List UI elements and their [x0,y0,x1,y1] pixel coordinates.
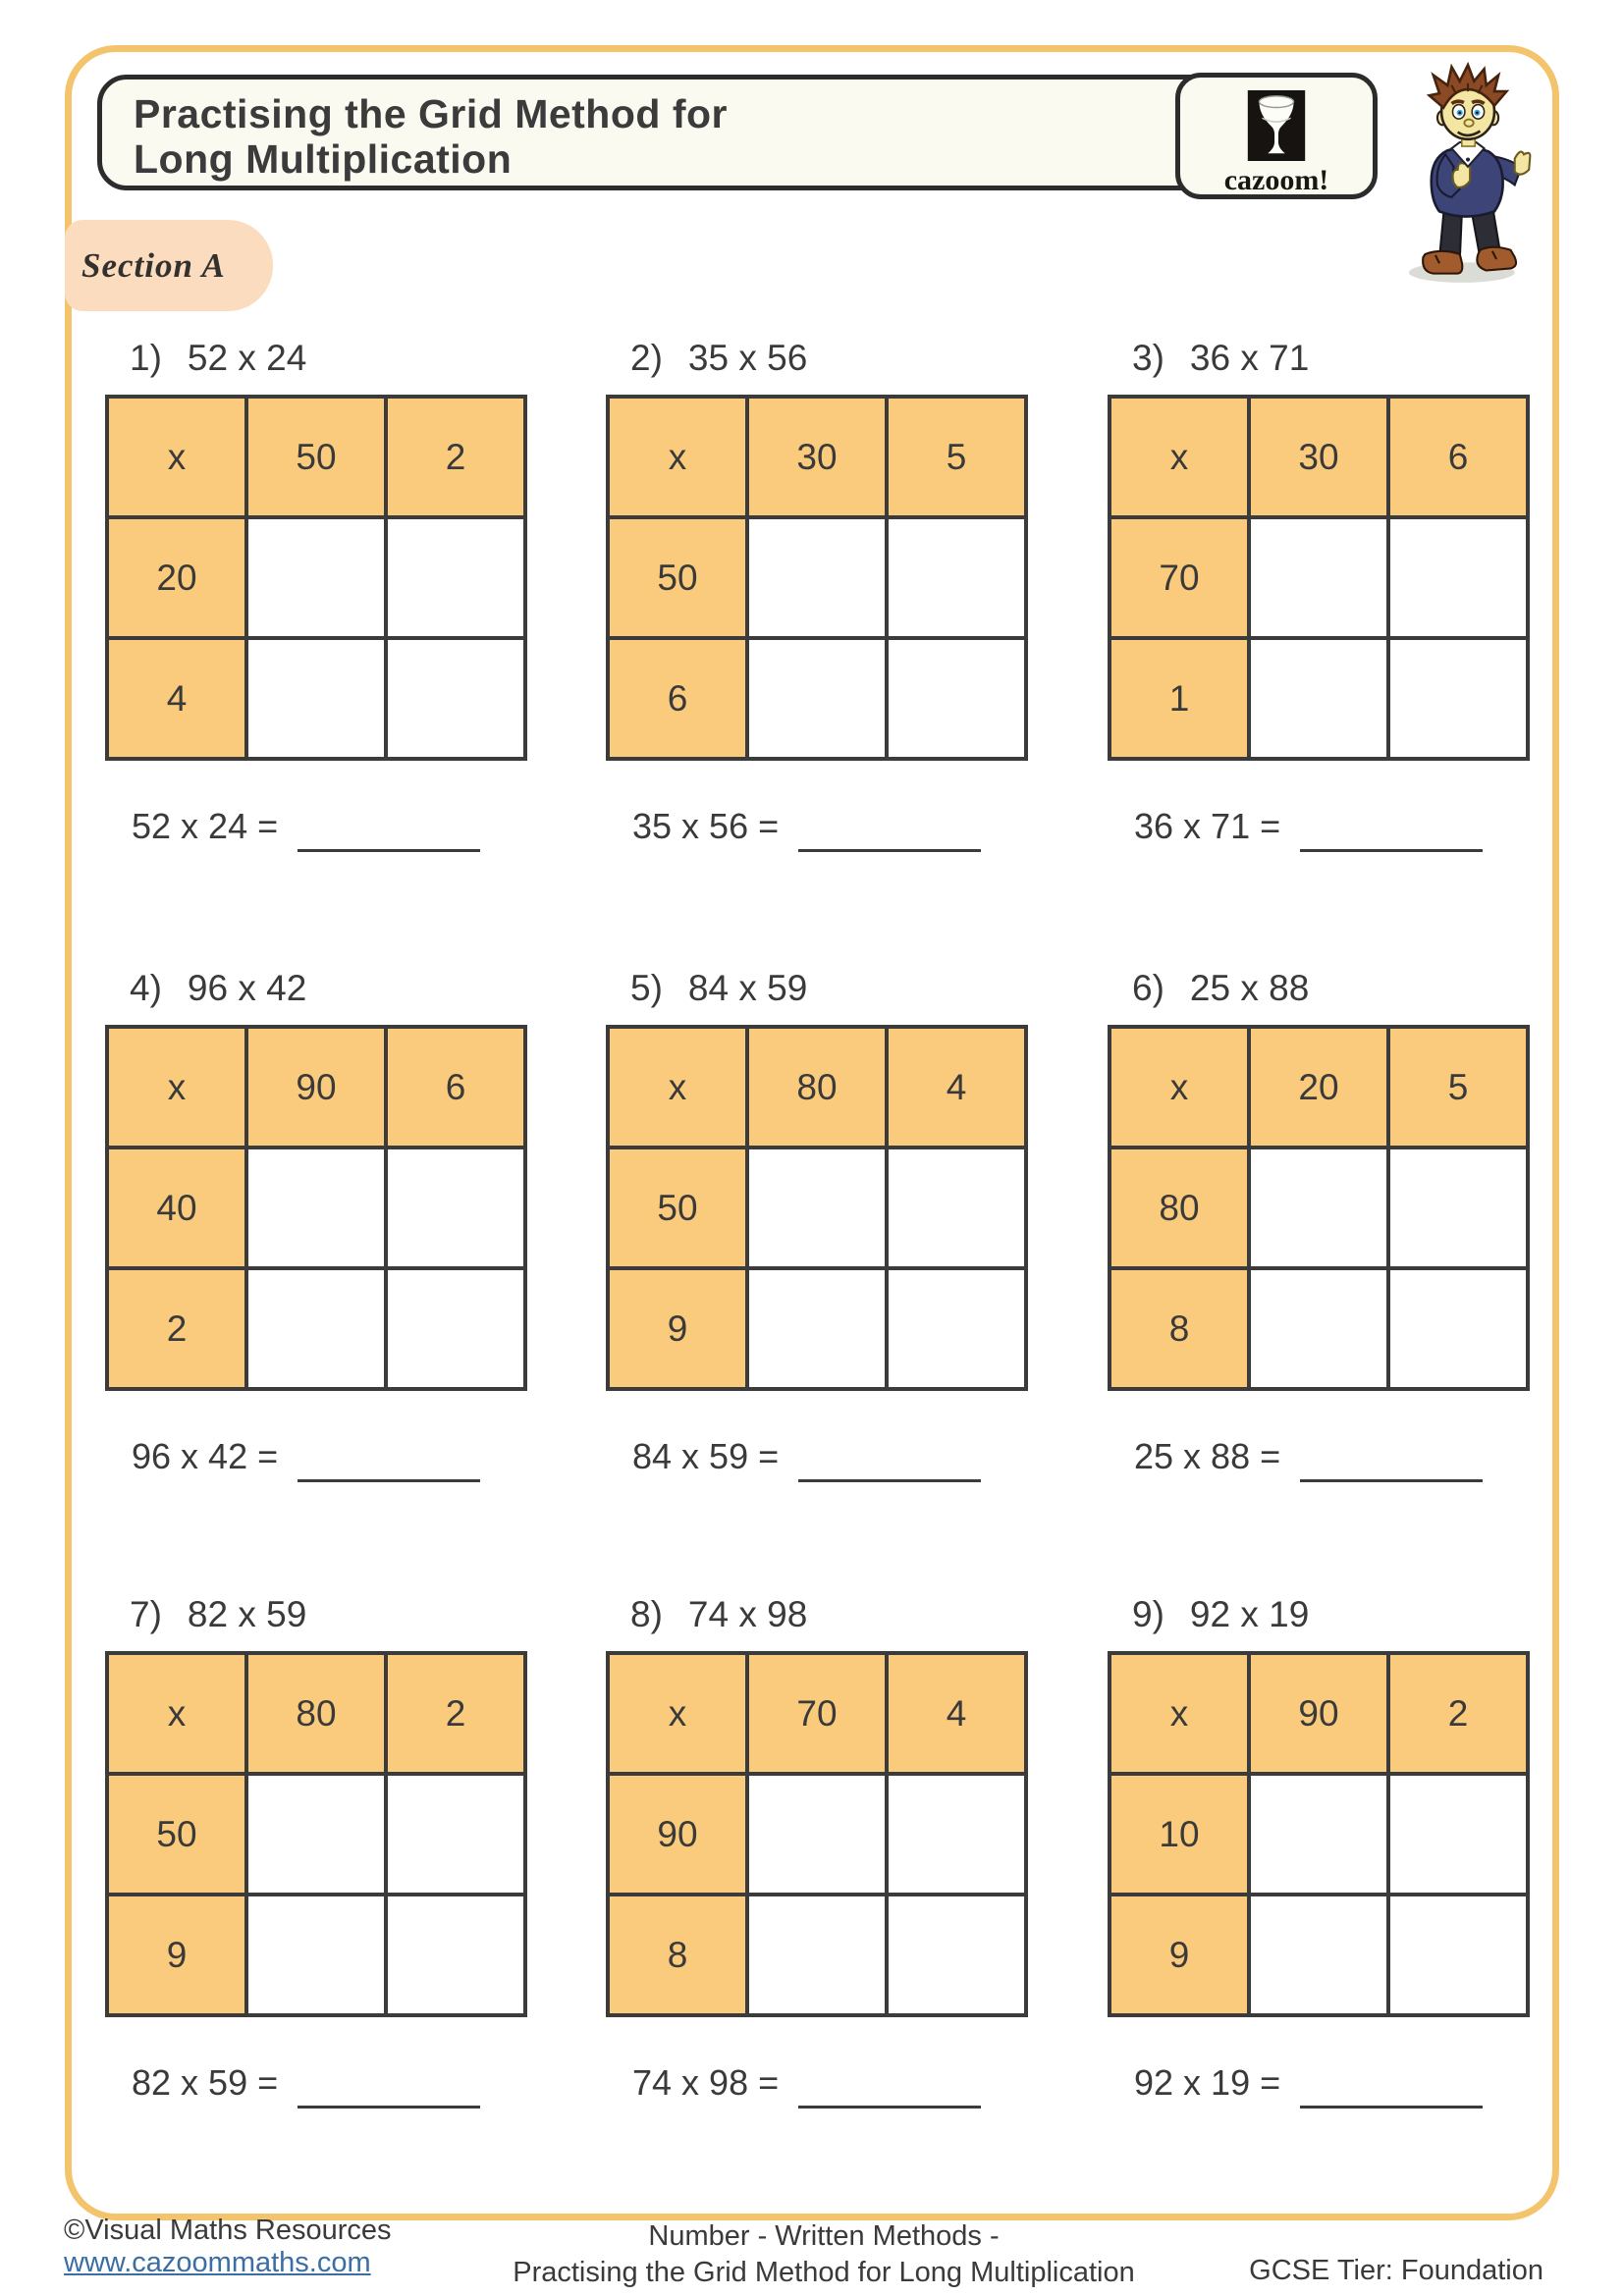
problem-expression: 92 x 19 [1189,1594,1310,1634]
answer-blank[interactable] [1300,1446,1483,1482]
equation-text: 92 x 19 = [1134,2062,1281,2103]
grid-answer-cell[interactable] [386,1895,525,2015]
equation-text: 96 x 42 = [132,1436,279,1476]
grid-answer-cell[interactable] [246,1268,386,1389]
grid-row-header: 90 [608,1774,747,1895]
grid-col-header: 2 [386,1653,525,1774]
grid-answer-cell[interactable] [246,1148,386,1268]
grid-answer-cell[interactable] [747,1895,887,2015]
grid-row-header: 9 [1110,1895,1249,2015]
multiplication-grid [606,395,1028,761]
grid-col-header: 70 [747,1653,887,1774]
problem-label [630,968,1077,1009]
grid-answer-cell[interactable] [887,638,1026,759]
grid-answer-cell[interactable] [246,517,386,638]
grid-answer-cell[interactable] [887,517,1026,638]
grid-answer-cell[interactable] [1388,1268,1528,1389]
problem-1 [105,338,576,852]
problem-expression: 96 x 42 [187,968,307,1008]
grid-row-header: 50 [608,517,747,638]
grid-answer-cell[interactable] [887,1895,1026,2015]
problem-expression: 82 x 59 [187,1594,307,1634]
problem-4 [105,968,576,1482]
answer-blank[interactable] [1300,2072,1483,2109]
grid-answer-cell[interactable] [1249,1774,1388,1895]
grid-corner-cell: x [107,397,246,517]
multiplication-grid [606,1025,1028,1391]
grid-row-header: 9 [107,1895,246,2015]
problem-7 [105,1594,576,2109]
answer-blank[interactable] [298,1446,480,1482]
equation-text: 36 x 71 = [1134,806,1281,846]
equation-text: 74 x 98 = [632,2062,780,2103]
problem-expression: 25 x 88 [1189,968,1310,1008]
problem-number: 6) [1132,968,1164,1008]
problem-8 [606,1594,1077,2109]
cazoom-drum-icon [1247,148,1306,165]
problem-number: 3) [1132,338,1164,378]
grid-answer-cell[interactable] [747,638,887,759]
grid-answer-cell[interactable] [1249,517,1388,638]
multiplication-grid [105,395,527,761]
problem-label [630,1594,1077,1635]
footer-tier: GCSE Tier: Foundation [1249,2255,1543,2286]
problem-label [130,338,576,379]
grid-answer-cell[interactable] [1249,1268,1388,1389]
grid-answer-cell[interactable] [386,517,525,638]
grid-answer-cell[interactable] [747,1268,887,1389]
problem-expression: 35 x 56 [687,338,808,378]
multiplication-grid [105,1651,527,2017]
grid-col-header: 90 [246,1027,386,1148]
grid-answer-cell[interactable] [1388,638,1528,759]
grid-col-header: 20 [1249,1027,1388,1148]
answer-equation [632,1436,1077,1482]
problem-expression: 74 x 98 [687,1594,808,1634]
grid-answer-cell[interactable] [386,1774,525,1895]
grid-row-header: 50 [107,1774,246,1895]
grid-answer-cell[interactable] [747,1148,887,1268]
multiplication-grid [1108,1651,1530,2017]
problem-number: 9) [1132,1594,1164,1634]
grid-corner-cell: x [1110,1653,1249,1774]
grid-row-header: 1 [1110,638,1249,759]
grid-answer-cell[interactable] [1249,1895,1388,2015]
grid-corner-cell: x [107,1027,246,1148]
website-link[interactable]: www.cazoommaths.com [64,2247,371,2278]
grid-corner-cell: x [107,1653,246,1774]
problem-6 [1108,968,1579,1482]
problem-number: 8) [630,1594,663,1634]
grid-row-header: 70 [1110,517,1249,638]
problem-number: 4) [130,968,162,1008]
answer-equation [1134,1436,1579,1482]
grid-corner-cell: x [608,1027,747,1148]
grid-col-header: 30 [747,397,887,517]
student-character-illustration [1400,61,1534,285]
answer-blank[interactable] [298,2072,480,2109]
grid-col-header: 5 [1388,1027,1528,1148]
multiplication-grid [105,1025,527,1391]
problem-label [1132,968,1579,1009]
answer-equation [632,2062,1077,2109]
problem-label [1132,338,1579,379]
problem-number: 7) [130,1594,162,1634]
grid-col-header: 80 [246,1653,386,1774]
answer-blank[interactable] [1300,816,1483,852]
grid-answer-cell[interactable] [386,1268,525,1389]
grid-col-header: 2 [386,397,525,517]
grid-answer-cell[interactable] [1388,1774,1528,1895]
footer-left [64,2215,392,2279]
problem-3 [1108,338,1579,852]
grid-row-header: 40 [107,1148,246,1268]
multiplication-grid [1108,1025,1530,1391]
problem-9 [1108,1594,1579,2109]
grid-corner-cell: x [1110,1027,1249,1148]
problem-label [130,968,576,1009]
grid-answer-cell[interactable] [1388,1895,1528,2015]
section-badge [65,220,273,311]
answer-blank[interactable] [798,1446,981,1482]
grid-answer-cell[interactable] [887,1148,1026,1268]
answer-blank[interactable] [798,2072,981,2109]
grid-corner-cell: x [608,397,747,517]
equation-text: 84 x 59 = [632,1436,780,1476]
equation-text: 82 x 59 = [132,2062,279,2103]
grid-answer-cell[interactable] [747,1774,887,1895]
equation-text: 25 x 88 = [1134,1436,1281,1476]
grid-answer-cell[interactable] [246,638,386,759]
answer-blank[interactable] [798,816,981,852]
problem-number: 2) [630,338,663,378]
grid-answer-cell[interactable] [1388,517,1528,638]
grid-col-header: 90 [1249,1653,1388,1774]
page-title-line2: Long Multiplication [134,136,513,182]
grid-col-header: 4 [887,1027,1026,1148]
cazoom-logo-text: cazoom! [1223,164,1329,196]
grid-answer-cell[interactable] [246,1895,386,2015]
problem-5 [606,968,1077,1482]
section-label: Section A [81,246,226,285]
grid-row-header: 6 [608,638,747,759]
grid-answer-cell[interactable] [386,638,525,759]
copyright-text: ©Visual Maths Resources [64,2215,392,2246]
problem-label [1132,1594,1579,1635]
problem-expression: 52 x 24 [187,338,307,378]
grid-answer-cell[interactable] [747,517,887,638]
equation-text: 35 x 56 = [632,806,780,846]
grid-col-header: 4 [887,1653,1026,1774]
grid-row-header: 80 [1110,1148,1249,1268]
grid-col-header: 5 [887,397,1026,517]
equation-text: 52 x 24 = [132,806,279,846]
grid-row-header: 20 [107,517,246,638]
problem-number: 1) [130,338,162,378]
grid-answer-cell[interactable] [246,1774,386,1895]
answer-equation [1134,806,1579,852]
problem-expression: 36 x 71 [1189,338,1310,378]
answer-equation [1134,2062,1579,2109]
grid-row-header: 8 [608,1895,747,2015]
multiplication-grid [606,1651,1028,2017]
problem-label [130,1594,576,1635]
footer-topic-line1: Number - Written Methods - [648,2220,1000,2252]
grid-answer-cell[interactable] [386,1148,525,1268]
grid-answer-cell[interactable] [1249,1148,1388,1268]
grid-col-header: 50 [246,397,386,517]
problem-label [630,338,1077,379]
footer-topic-line2: Practising the Grid Method for Long Multiplication [513,2257,1135,2288]
answer-equation [132,806,576,852]
problem-2 [606,338,1077,852]
grid-answer-cell[interactable] [887,1268,1026,1389]
grid-col-header: 6 [1388,397,1528,517]
grid-row-header: 10 [1110,1774,1249,1895]
problem-number: 5) [630,968,663,1008]
grid-row-header: 9 [608,1268,747,1389]
grid-row-header: 50 [608,1148,747,1268]
grid-answer-cell[interactable] [887,1774,1026,1895]
grid-row-header: 2 [107,1268,246,1389]
cazoom-logo-box [1175,73,1378,199]
answer-blank[interactable] [298,816,480,852]
grid-corner-cell: x [608,1653,747,1774]
grid-col-header: 2 [1388,1653,1528,1774]
grid-answer-cell[interactable] [1388,1148,1528,1268]
answer-equation [132,2062,576,2109]
multiplication-grid [1108,395,1530,761]
grid-col-header: 6 [386,1027,525,1148]
grid-row-header: 8 [1110,1268,1249,1389]
answer-equation [632,806,1077,852]
grid-answer-cell[interactable] [1249,638,1388,759]
grid-col-header: 30 [1249,397,1388,517]
page-title-line1: Practising the Grid Method for [134,91,728,136]
footer-center [431,2218,1217,2291]
answer-equation [132,1436,576,1482]
grid-row-header: 4 [107,638,246,759]
grid-col-header: 80 [747,1027,887,1148]
problem-expression: 84 x 59 [687,968,808,1008]
grid-corner-cell: x [1110,397,1249,517]
